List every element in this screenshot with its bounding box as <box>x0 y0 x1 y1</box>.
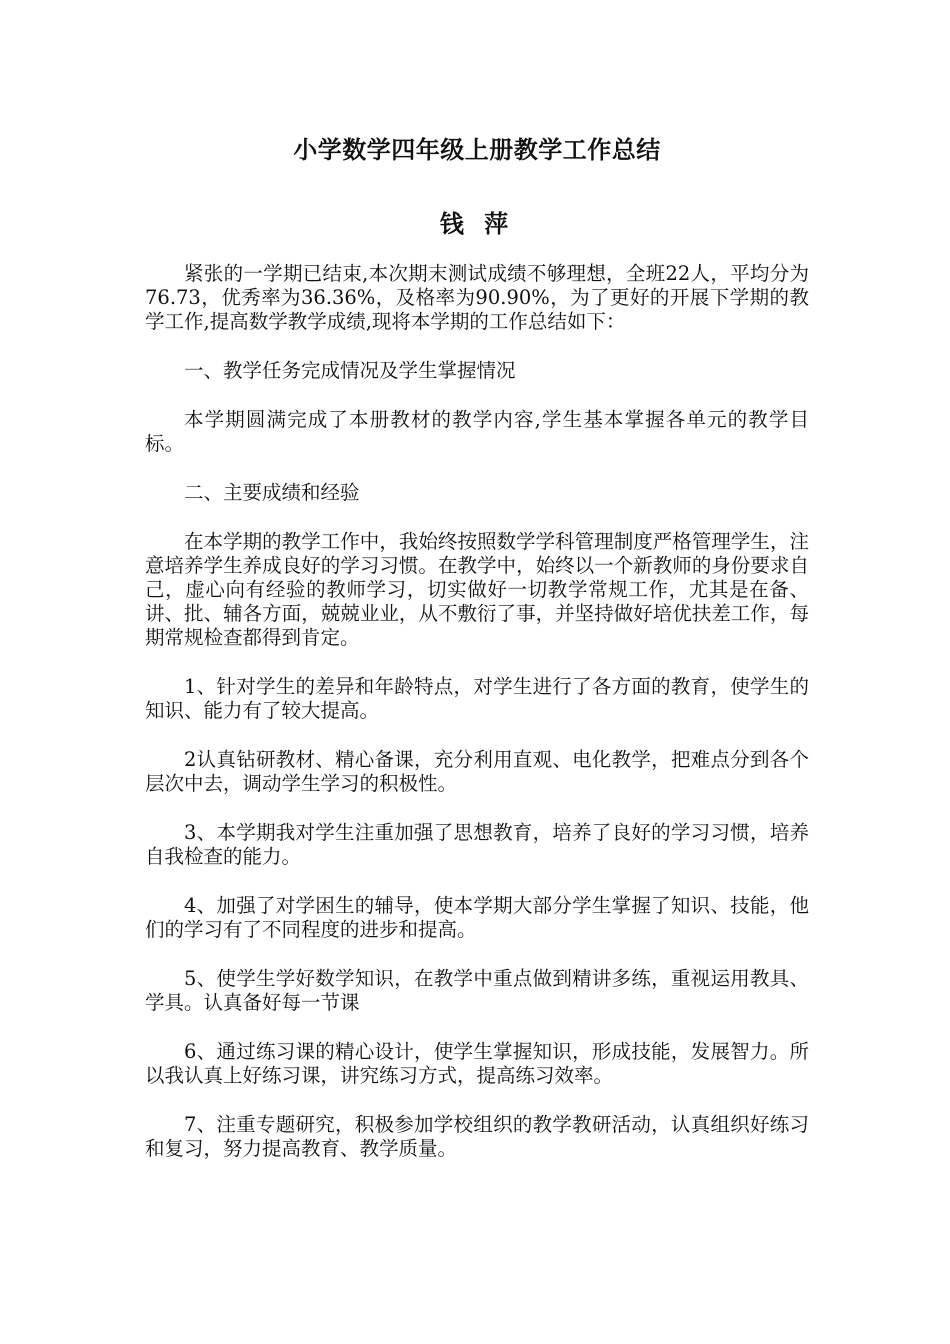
section-1-paragraph: 本学期圆满完成了本册教材的教学内容,学生基本掌握各单元的教学目标。 <box>145 408 809 455</box>
section-heading-1: 一、教学任务完成情况及学生掌握情况 <box>184 359 516 382</box>
document-body <box>145 262 809 1161</box>
list-item-7: 7、注重专题研究，积极参加学校组织的教学教研活动，认真组织好练习和复习，努力提高教育、教学质量。 <box>145 1113 809 1160</box>
list-item-2: 2认真钻研教材、精心备课，充分利用直观、电化教学，把难点分到各个层次中去，调动学生学习的积极性。 <box>145 748 809 795</box>
list-item-5: 5、使学生学好数学知识，在教学中重点做到精讲多练，重视运用教具、学具。认真备好每一节课 <box>145 967 809 1014</box>
document-title: 小学数学四年级上册教学工作总结 <box>293 136 661 164</box>
document-content <box>145 128 809 1186</box>
list-item-4: 4、加强了对学困生的辅导，使本学期大部分学生掌握了知识、技能，他们的学习有了不同程度的进步和提高。 <box>145 894 809 941</box>
intro-paragraph: 紧张的一学期已结束,本次期末测试成绩不够理想，全班22人，平均分为76.73，优秀率为36.36%，及格率为90.90%，为了更好的开展下学期的教学工作,提高数学教学成绩,现将本学期的工作总结如下： <box>145 262 809 333</box>
section-2-paragraph: 在本学期的教学工作中，我始终按照数学学科管理制度严格管理学生，注意培养学生养成良好的学习习惯。在教学中，始终以一个新教师的身份要求自己，虚心向有经验的教师学习，切实做好一切教学常规工作，尤其是在备、讲、批、辅各方面，兢兢业业，从不敷衍了事，并坚持做好培优扶差工作，每期常规检查都得到肯定。 <box>145 530 809 649</box>
list-item-6: 6、通过练习课的精心设计，使学生掌握知识，形成技能，发展智力。所以我认真上好练习课，讲究练习方式，提高练习效率。 <box>145 1040 809 1087</box>
list-item-1: 1、针对学生的差异和年龄特点，对学生进行了各方面的教育，使学生的知识、能力有了较大提高。 <box>145 675 809 722</box>
document-author: 钱 萍 <box>439 210 515 238</box>
list-item-3: 3、本学期我对学生注重加强了思想教育，培养了良好的学习习惯，培养自我检查的能力。 <box>145 821 809 868</box>
section-heading-2: 二、主要成绩和经验 <box>184 481 360 504</box>
